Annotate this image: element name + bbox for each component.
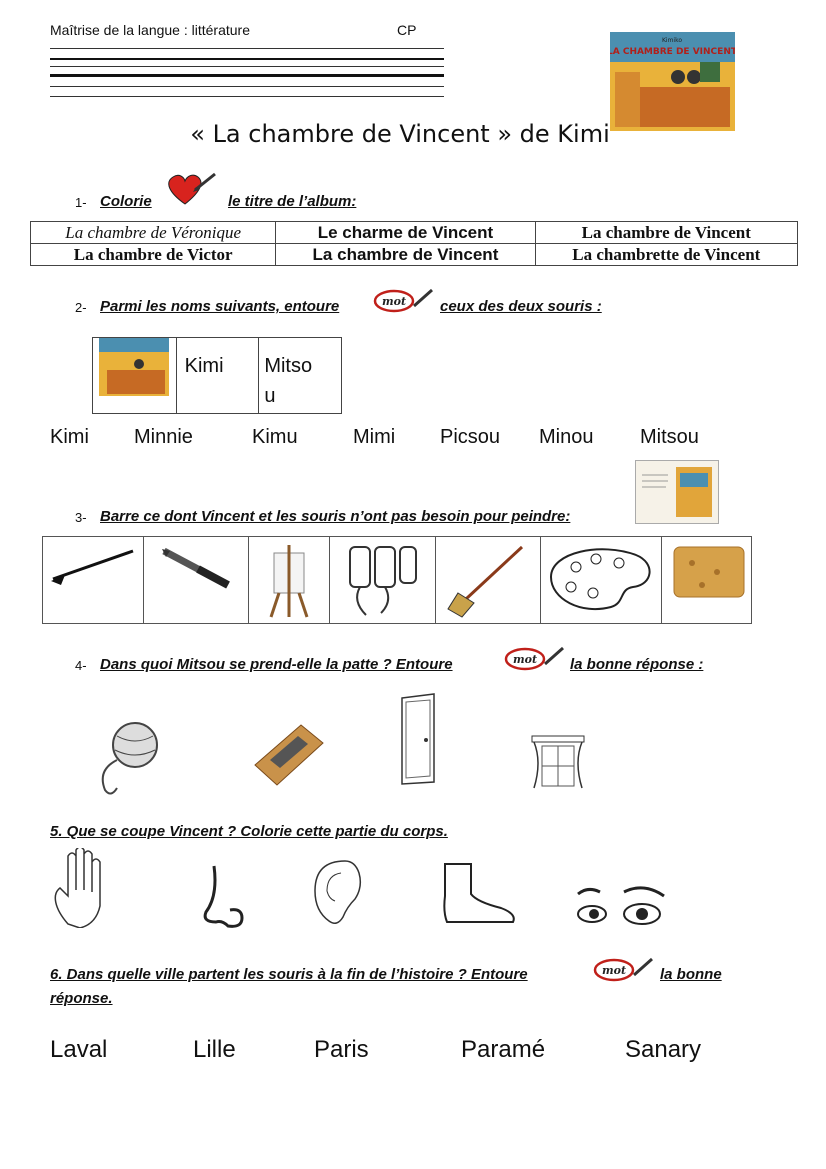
- window-curtains-icon: [528, 732, 588, 794]
- q4-number: 4-: [75, 658, 87, 673]
- q2-instruction-start: Parmi les noms suivants, entoure: [100, 298, 340, 315]
- q4-instruction-end: la bonne réponse :: [570, 656, 704, 673]
- paint-tubes-cell[interactable]: [330, 537, 436, 623]
- q4-instruction-start: Dans quoi Mitsou se prend-elle la patte ? Entoure: [100, 656, 453, 673]
- option-chambrette[interactable]: La chambrette de Vincent: [535, 244, 797, 266]
- window-curtains-option[interactable]: [528, 732, 588, 799]
- q3-number: 3-: [75, 510, 87, 525]
- example-box: [92, 337, 342, 414]
- palette-icon: [541, 537, 661, 623]
- q3-instruction: Barre ce dont Vincent et les souris n’ont pas besoin pour peindre:: [100, 508, 571, 525]
- cover-author: Kimiko: [661, 37, 683, 44]
- option-veronique[interactable]: La chambre de Véronique: [31, 222, 276, 244]
- svg-text:mot: mot: [381, 295, 407, 308]
- sponge-cell[interactable]: [662, 537, 755, 623]
- city-lille[interactable]: Lille: [193, 1036, 236, 1063]
- title-options-table: [30, 221, 798, 266]
- book-cover-image: [610, 32, 735, 131]
- svg-text:mot: mot: [512, 653, 538, 666]
- small-cover-icon: [99, 338, 169, 396]
- name-mimi[interactable]: Mimi: [353, 426, 396, 448]
- paint-tubes-icon: [330, 537, 435, 623]
- nose-option[interactable]: [200, 862, 250, 937]
- hand-option[interactable]: [48, 848, 128, 933]
- eyes-icon: [572, 884, 672, 934]
- q2-instruction-end: ceux des deux souris :: [440, 298, 602, 315]
- cover-title: LA CHAMBRE DE VINCENT: [610, 47, 735, 57]
- name-writing-lines: [50, 48, 444, 98]
- q1-instruction-end: le titre de l’album:: [228, 193, 357, 210]
- city-sanary[interactable]: Sanary: [625, 1036, 702, 1063]
- mousetrap-icon: [245, 715, 325, 795]
- broom-cell[interactable]: [436, 537, 541, 623]
- mousetrap-option[interactable]: [245, 715, 325, 800]
- city-paris[interactable]: Paris: [314, 1036, 369, 1063]
- circle-word-icon: [372, 286, 436, 314]
- option-charme[interactable]: Le charme de Vincent: [276, 222, 535, 244]
- fountain-pen-icon: [144, 537, 248, 623]
- level-label: CP: [397, 22, 417, 38]
- q6-instruction-line2: réponse.: [50, 990, 113, 1007]
- nose-icon: [200, 862, 250, 932]
- yarn-ball-icon: [95, 720, 165, 800]
- q2-number: 2-: [75, 300, 87, 315]
- example-kimi: Kimi: [177, 338, 260, 413]
- easel-icon: [249, 537, 329, 623]
- name-mitsou[interactable]: Mitsou: [640, 426, 699, 448]
- subject-label: Maîtrise de la langue : littérature: [50, 22, 250, 38]
- foot-option[interactable]: [435, 860, 525, 935]
- paintbrush-icon: [43, 537, 143, 623]
- door-option[interactable]: [398, 692, 443, 797]
- color-heart-icon: [163, 170, 221, 208]
- name-kimi[interactable]: Kimi: [50, 426, 89, 448]
- option-victor[interactable]: La chambre de Victor: [31, 244, 276, 266]
- palette-cell[interactable]: [541, 537, 662, 623]
- city-parame[interactable]: Paramé: [461, 1036, 546, 1063]
- worksheet-title: « La chambre de Vincent » de Kimi: [190, 120, 610, 148]
- city-laval[interactable]: Laval: [50, 1036, 108, 1063]
- foot-icon: [435, 860, 525, 930]
- name-minnie[interactable]: Minnie: [134, 426, 193, 448]
- example-mitsou: Mitso u: [264, 355, 313, 407]
- hand-icon: [48, 848, 128, 928]
- svg-text:mot: mot: [601, 964, 627, 977]
- broom-icon: [436, 537, 540, 623]
- book-page-image: [635, 460, 719, 524]
- ear-icon: [305, 855, 365, 935]
- q5-instruction: 5. Que se coupe Vincent ? Colorie cette partie du corps.: [50, 823, 448, 840]
- name-picsou[interactable]: Picsou: [440, 426, 501, 448]
- easel-cell[interactable]: [249, 537, 330, 623]
- example-cover-cell: [93, 338, 177, 413]
- circle-word-icon: [592, 955, 656, 983]
- q1-instruction-start: Colorie: [100, 193, 152, 210]
- q6-instruction-start: 6. Dans quelle ville partent les souris à la fin de l’histoire ? Entoure: [50, 966, 528, 983]
- circle-word-icon: [503, 644, 567, 672]
- ear-option[interactable]: [305, 855, 365, 940]
- option-chambre-sans[interactable]: La chambre de Vincent: [276, 244, 535, 266]
- q1-number: 1-: [75, 195, 87, 210]
- q6-instruction-end: la bonne: [660, 966, 722, 983]
- name-kimu[interactable]: Kimu: [252, 426, 298, 448]
- name-minou[interactable]: Minou: [539, 426, 594, 448]
- pen-cell[interactable]: [144, 537, 249, 623]
- door-icon: [398, 692, 443, 792]
- eyes-option[interactable]: [572, 884, 672, 939]
- sponge-icon: [662, 537, 755, 623]
- yarn-ball-option[interactable]: [95, 720, 165, 805]
- option-chambre-serif[interactable]: La chambre de Vincent: [535, 222, 797, 244]
- brush-cell[interactable]: [43, 537, 144, 623]
- painting-tools-table: [42, 536, 752, 624]
